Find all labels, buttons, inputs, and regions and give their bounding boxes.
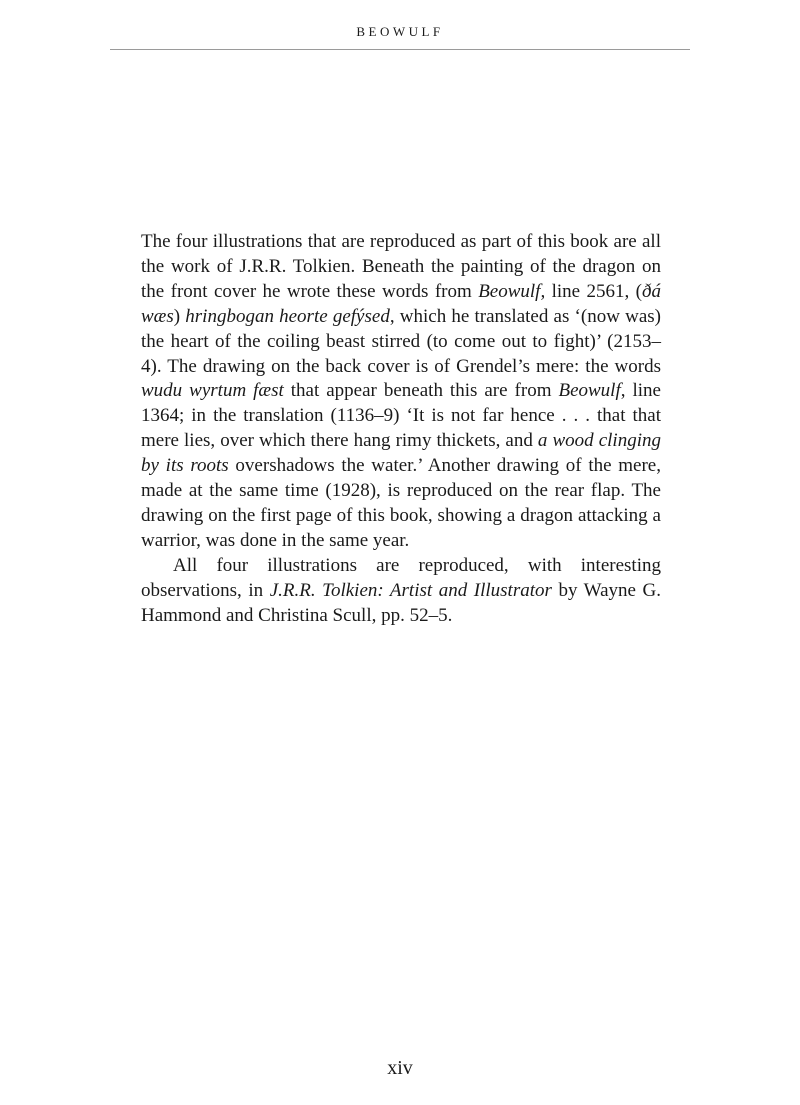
text-segment: The four illustrations that are reproduced as part of this book are all the work of J.R.R. Tolkien. Beneath the painting of the dragon on the front cover he wrote these words from (141, 231, 661, 302)
text-segment: , which he translated as ‘(now was) the heart of the coiling beast stirred (to come out to fight)’ (2153–4). The drawing on the back cover is of Grendel’s mere: the words (141, 305, 661, 377)
italic-segment: wudu wyrtum fæst (141, 380, 284, 402)
paragraph-2 (141, 554, 661, 629)
text-segment: by Wayne G. Hammond and Christina Scull, pp. 52–5. (141, 579, 661, 626)
paragraph-1 (141, 230, 661, 554)
italic-segment: Beowulf, (478, 280, 546, 302)
text-segment: All four illustrations are reproduced, with interesting observations, in (141, 554, 661, 601)
body-text (141, 230, 661, 629)
text-segment: that appear beneath this are from (283, 380, 559, 402)
running-head: BEOWULF (356, 24, 444, 39)
text-segment: , line 1364; in the translation (1136–9) ‘It is not far hence . . . that that mere lies, over which there hang rimy thickets, and (141, 380, 661, 452)
italic-segment: Beowulf (558, 380, 621, 402)
text-segment: overshadows the water.’ Another drawing of the mere, made at the same time (1928), is reproduced on the rear flap. The drawing on the first page of this book, showing a dragon attacking a warrior, was done in the same year. (141, 455, 661, 551)
text-segment: ) (173, 305, 186, 327)
italic-segment: hringbogan heorte gefýsed (185, 305, 390, 327)
header-rule (110, 49, 690, 50)
page-number: xiv (387, 1057, 413, 1079)
italic-segment: J.R.R. Tolkien: Artist and Illustrator (269, 579, 552, 601)
italic-segment: a wood clinging by its roots (141, 430, 661, 477)
text-segment: line 2561, ( (545, 280, 642, 302)
italic-segment: ðá wæs (141, 280, 661, 327)
